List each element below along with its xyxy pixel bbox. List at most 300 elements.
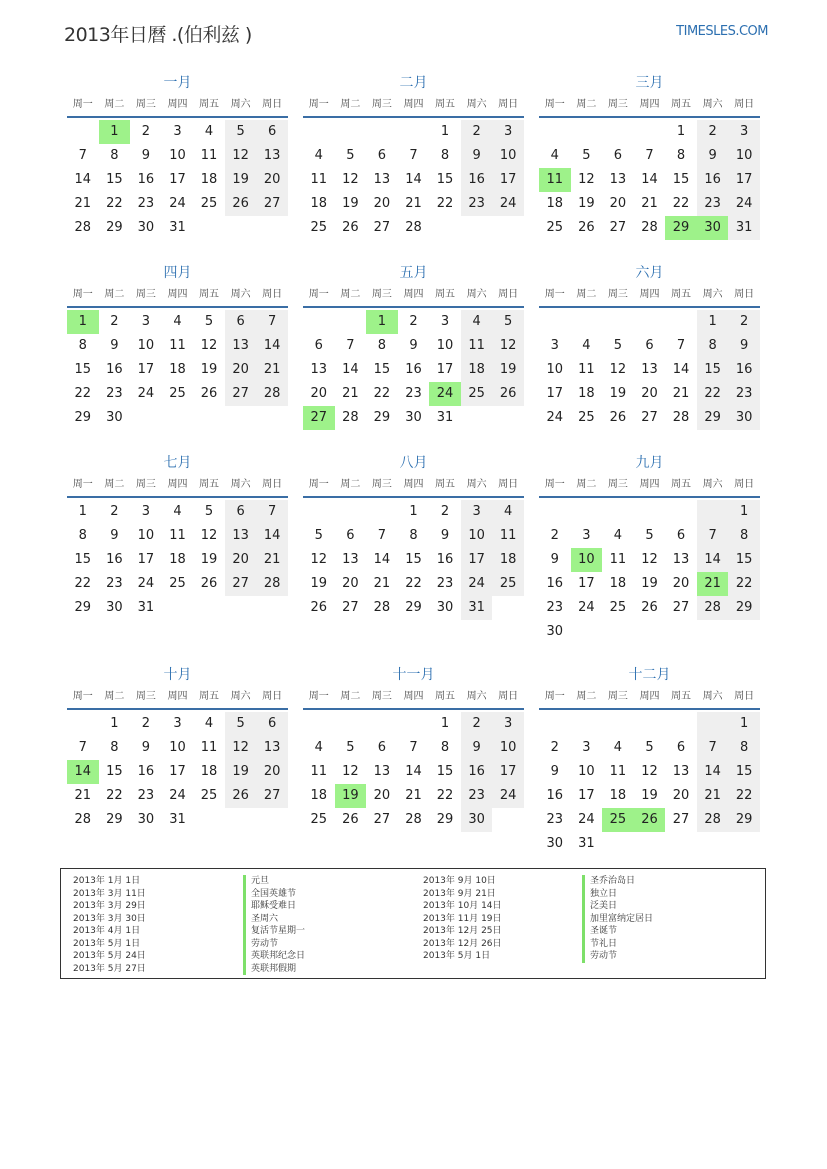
weekday-label: 周六: [702, 691, 723, 702]
holiday-name: 英联邦纪念日: [243, 950, 305, 963]
holiday-names-left: [243, 875, 305, 975]
day-cell: 13: [672, 764, 690, 779]
day-cell: 2: [110, 504, 119, 519]
day-cell: 25: [609, 600, 627, 615]
day-cell: 14: [74, 172, 92, 187]
weekday-label: 周一: [308, 691, 329, 702]
day-cell: 20: [609, 196, 627, 211]
empty-day-cell: [539, 500, 571, 524]
day-cell: 15: [405, 552, 422, 567]
weekday-label: 周三: [371, 99, 392, 110]
day-cell: 12: [492, 334, 524, 358]
day-cell: 11: [609, 552, 627, 567]
day-cell: 16: [137, 764, 155, 779]
day-cell: 14: [697, 548, 729, 572]
day-cell: 19: [225, 168, 257, 192]
day-cell: 13: [609, 172, 627, 187]
day-cell: 30: [137, 812, 155, 827]
weekday-header: [303, 94, 524, 118]
day-cell: 29: [106, 812, 123, 827]
day-cell: 6: [314, 338, 323, 353]
day-cell: 28: [697, 596, 729, 620]
day-cell: 23: [461, 784, 493, 808]
day-cell: 21: [697, 784, 729, 808]
month-name: 七月: [163, 455, 192, 471]
weekday-label: 周四: [403, 99, 424, 110]
day-cell: 22: [405, 576, 422, 591]
weekday-label: 周三: [607, 99, 628, 110]
weekday-label: 周四: [403, 691, 424, 702]
day-cell: 10: [571, 548, 603, 572]
holiday-name: 劳动节: [243, 938, 305, 951]
empty-day-cell: [602, 120, 634, 144]
weekday-label: 周二: [104, 289, 125, 300]
day-cell: 2: [141, 124, 151, 139]
day-cell: 24: [492, 192, 524, 216]
weekday-header: [539, 94, 760, 118]
day-cell: 10: [546, 362, 564, 377]
holiday-date: 2013年 10月 14日: [423, 901, 502, 911]
weekday-label: 周一: [544, 479, 565, 490]
day-cell: 26: [225, 784, 257, 808]
day-cell: 4: [613, 740, 623, 755]
day-cell: 2: [440, 504, 450, 519]
holiday-name: 独立日: [582, 888, 653, 901]
holiday-date: 2013年 1月 1日: [73, 876, 141, 886]
day-cell: 29: [665, 216, 697, 240]
weekday-label: 周五: [435, 691, 456, 702]
weekday-header: [67, 474, 288, 498]
weekday-label: 周日: [262, 691, 283, 702]
weekday-header: [539, 474, 760, 498]
day-cell: 12: [225, 144, 257, 168]
weekday-label: 周五: [199, 691, 220, 702]
day-cell: 2: [461, 120, 493, 144]
month-name: 十月: [163, 667, 192, 683]
day-cell: 19: [335, 784, 367, 808]
weekday-label: 周日: [262, 289, 283, 300]
day-cell: 5: [346, 740, 355, 755]
weekday-label: 周二: [576, 289, 597, 300]
day-cell: 2: [728, 310, 760, 334]
month-block: [67, 452, 288, 642]
day-cell: 29: [373, 410, 391, 425]
day-cell: 26: [641, 600, 658, 615]
year-calendar: [67, 72, 760, 876]
day-grid: [539, 310, 760, 430]
month-block: [539, 262, 760, 452]
day-cell: 10: [578, 764, 595, 779]
day-cell: 1: [728, 712, 760, 736]
month-name: 六月: [635, 265, 664, 281]
weekday-header: [539, 284, 760, 308]
day-cell: 1: [697, 310, 729, 334]
holiday-name: 全国英雄节: [243, 888, 305, 901]
day-cell: 12: [641, 552, 658, 567]
month-block: [67, 262, 288, 452]
day-cell: 18: [310, 196, 328, 211]
holiday-date: 2013年 12月 26日: [423, 938, 502, 949]
day-cell: 26: [310, 600, 328, 615]
day-cell: 16: [546, 788, 564, 803]
day-cell: 13: [672, 552, 690, 567]
day-cell: 10: [728, 144, 760, 168]
day-cell: 24: [492, 784, 524, 808]
day-cell: 25: [546, 220, 564, 235]
brand-logo-text[interactable]: TIMESLES.COM: [676, 24, 768, 39]
holiday-dates-right: [423, 875, 502, 963]
day-cell: 19: [641, 788, 658, 803]
day-cell: 8: [676, 148, 686, 163]
day-cell: 1: [110, 716, 119, 731]
day-cell: 15: [74, 362, 92, 377]
holiday-date: 2013年 5月 27日: [73, 963, 146, 974]
day-cell: 2: [141, 716, 151, 731]
day-cell: 31: [169, 220, 186, 235]
day-cell: 9: [141, 148, 151, 163]
day-cell: 10: [492, 736, 524, 760]
day-cell: 30: [546, 624, 564, 639]
day-cell: 28: [405, 812, 422, 827]
day-cell: 24: [461, 572, 493, 596]
month-block: [539, 664, 760, 876]
day-cell: 24: [728, 192, 760, 216]
weekday-label: 周四: [639, 289, 660, 300]
month-name: 十一月: [392, 667, 435, 683]
day-cell: 15: [436, 172, 454, 187]
holiday-date: 2013年 5月 24日: [73, 951, 146, 961]
day-cell: 22: [728, 784, 760, 808]
day-grid: [67, 310, 288, 430]
day-cell: 27: [256, 784, 288, 808]
day-cell: 8: [409, 528, 418, 543]
day-cell: 11: [169, 528, 186, 543]
day-cell: 4: [582, 338, 591, 353]
day-cell: 4: [492, 500, 524, 524]
weekday-label: 周一: [544, 99, 565, 110]
empty-day-cell: [539, 712, 571, 736]
holiday-date: 2013年 3月 30日: [73, 913, 146, 924]
day-cell: 6: [645, 338, 654, 353]
day-cell: 11: [310, 764, 328, 779]
day-cell: 6: [676, 528, 686, 543]
day-cell: 19: [200, 552, 218, 567]
day-cell: 3: [492, 120, 524, 144]
day-cell: 8: [728, 524, 760, 548]
weekday-label: 周六: [466, 289, 487, 300]
day-cell: 18: [200, 172, 218, 187]
day-cell: 15: [436, 764, 454, 779]
day-cell: 6: [377, 740, 387, 755]
day-cell: 29: [106, 220, 123, 235]
holiday-names-right: [582, 875, 653, 963]
empty-day-cell: [571, 120, 603, 144]
day-grid: [303, 310, 524, 430]
day-cell: 8: [377, 338, 387, 353]
day-cell: 17: [436, 362, 454, 377]
weekday-label: 周六: [466, 479, 487, 490]
weekday-label: 周六: [466, 99, 487, 110]
day-cell: 13: [225, 524, 257, 548]
day-cell: 12: [641, 764, 658, 779]
empty-day-cell: [366, 120, 398, 144]
day-cell: 4: [314, 740, 323, 755]
weekday-label: 周日: [498, 99, 519, 110]
day-cell: 22: [697, 382, 729, 406]
day-cell: 27: [225, 572, 257, 596]
weekday-label: 周四: [403, 289, 424, 300]
day-cell: 17: [492, 168, 524, 192]
holiday-list: [60, 868, 766, 979]
month-block: [303, 452, 524, 642]
day-cell: 6: [225, 500, 257, 524]
day-cell: 30: [106, 410, 123, 425]
day-cell: 6: [613, 148, 623, 163]
day-cell: 17: [578, 576, 595, 591]
day-cell: 25: [200, 196, 218, 211]
day-grid: [539, 712, 760, 856]
weekday-label: 周四: [167, 289, 188, 300]
weekday-label: 周三: [371, 691, 392, 702]
day-cell: 15: [728, 760, 760, 784]
day-cell: 7: [697, 524, 729, 548]
day-cell: 23: [106, 576, 123, 591]
weekday-label: 周三: [135, 289, 156, 300]
day-cell: 20: [641, 386, 658, 401]
day-cell: 27: [609, 220, 627, 235]
day-cell: 12: [342, 764, 359, 779]
holiday-name: 圣乔治岛日: [582, 875, 653, 888]
day-cell: 3: [550, 338, 559, 353]
day-cell: 9: [728, 334, 760, 358]
weekday-label: 周二: [340, 479, 361, 490]
day-cell: 17: [728, 168, 760, 192]
month-block: [303, 72, 524, 262]
day-cell: 18: [310, 788, 328, 803]
day-cell: 26: [492, 382, 524, 406]
weekday-label: 周六: [230, 99, 251, 110]
day-cell: 22: [436, 196, 454, 211]
day-cell: 19: [310, 576, 328, 591]
weekday-label: 周日: [734, 99, 755, 110]
day-cell: 30: [436, 600, 454, 615]
day-cell: 26: [342, 220, 359, 235]
day-cell: 10: [492, 144, 524, 168]
day-cell: 19: [641, 576, 658, 591]
day-cell: 10: [169, 740, 186, 755]
day-cell: 22: [106, 196, 123, 211]
day-cell: 29: [697, 406, 729, 430]
day-cell: 5: [613, 338, 623, 353]
day-cell: 3: [141, 504, 151, 519]
empty-day-cell: [634, 120, 666, 144]
day-cell: 10: [137, 338, 155, 353]
day-cell: 23: [697, 192, 729, 216]
day-cell: 4: [550, 148, 559, 163]
weekday-label: 周一: [72, 479, 93, 490]
day-cell: 18: [169, 552, 186, 567]
day-cell: 1: [366, 310, 398, 334]
day-cell: 30: [405, 410, 422, 425]
weekday-header: [303, 474, 524, 498]
empty-day-cell: [602, 712, 634, 736]
weekday-label: 周二: [340, 289, 361, 300]
holiday-name: 英联邦假期: [243, 963, 305, 976]
day-cell: 14: [641, 172, 658, 187]
day-cell: 22: [106, 788, 123, 803]
day-cell: 6: [225, 310, 257, 334]
weekday-label: 周一: [308, 289, 329, 300]
day-cell: 31: [169, 812, 186, 827]
weekday-label: 周四: [167, 691, 188, 702]
day-cell: 11: [200, 740, 218, 755]
day-cell: 22: [728, 572, 760, 596]
day-cell: 26: [578, 220, 595, 235]
day-cell: 3: [582, 740, 591, 755]
day-cell: 16: [405, 362, 422, 377]
day-cell: 8: [110, 148, 119, 163]
day-cell: 11: [578, 362, 595, 377]
day-cell: 24: [169, 788, 186, 803]
day-cell: 3: [461, 500, 493, 524]
holiday-dates-left: [73, 875, 146, 975]
day-cell: 26: [609, 410, 627, 425]
holiday-name: 圣周六: [243, 913, 305, 926]
empty-day-cell: [571, 310, 603, 334]
weekday-header: [539, 686, 760, 710]
day-cell: 2: [550, 740, 559, 755]
day-cell: 2: [550, 528, 559, 543]
day-cell: 5: [225, 712, 257, 736]
day-cell: 19: [609, 386, 627, 401]
day-cell: 11: [169, 338, 186, 353]
day-cell: 9: [110, 528, 119, 543]
day-cell: 7: [78, 148, 87, 163]
day-cell: 19: [578, 196, 595, 211]
day-cell: 1: [67, 310, 99, 334]
day-cell: 28: [74, 220, 92, 235]
day-cell: 22: [74, 576, 92, 591]
holiday-name: 耶稣受难日: [243, 900, 305, 913]
day-cell: 23: [436, 576, 454, 591]
day-cell: 28: [74, 812, 92, 827]
holiday-name: 加里富纳定居日: [582, 913, 653, 926]
day-cell: 7: [256, 310, 288, 334]
day-cell: 5: [204, 314, 214, 329]
day-cell: 21: [405, 788, 422, 803]
weekday-label: 周日: [734, 691, 755, 702]
weekday-header: [67, 284, 288, 308]
day-cell: 13: [373, 172, 391, 187]
day-cell: 3: [440, 314, 450, 329]
weekday-label: 周五: [671, 479, 692, 490]
day-cell: 23: [546, 600, 564, 615]
day-cell: 29: [74, 600, 92, 615]
weekday-label: 周三: [607, 289, 628, 300]
day-cell: 6: [377, 148, 387, 163]
empty-day-cell: [335, 500, 367, 524]
weekday-label: 周二: [576, 99, 597, 110]
day-grid: [539, 120, 760, 240]
day-cell: 31: [728, 216, 760, 240]
holiday-name: 劳动节: [582, 950, 653, 963]
holiday-date: 2013年 5月 1日: [423, 951, 491, 961]
day-cell: 4: [173, 504, 182, 519]
month-block: [303, 262, 524, 452]
weekday-label: 周四: [167, 99, 188, 110]
weekday-label: 周日: [734, 479, 755, 490]
month-block: [67, 664, 288, 854]
day-cell: 14: [342, 362, 359, 377]
day-cell: 10: [137, 528, 155, 543]
day-cell: 21: [405, 196, 422, 211]
day-cell: 1: [676, 124, 686, 139]
day-cell: 24: [578, 600, 595, 615]
weekday-label: 周二: [104, 99, 125, 110]
empty-day-cell: [67, 120, 99, 144]
weekday-label: 周五: [199, 479, 220, 490]
weekday-header: [303, 284, 524, 308]
day-cell: 21: [256, 358, 288, 382]
day-cell: 3: [173, 124, 182, 139]
day-cell: 4: [204, 124, 214, 139]
day-grid: [67, 712, 288, 832]
day-cell: 21: [373, 576, 391, 591]
day-cell: 4: [461, 310, 493, 334]
empty-day-cell: [634, 712, 666, 736]
empty-day-cell: [634, 500, 666, 524]
day-cell: 16: [461, 168, 493, 192]
day-cell: 29: [405, 600, 422, 615]
day-cell: 16: [728, 358, 760, 382]
weekday-label: 周一: [544, 691, 565, 702]
day-cell: 21: [74, 788, 92, 803]
day-grid: [303, 712, 524, 832]
weekday-label: 周五: [671, 691, 692, 702]
day-cell: 27: [641, 410, 658, 425]
weekday-label: 周三: [371, 289, 392, 300]
day-cell: 10: [461, 524, 493, 548]
day-cell: 14: [256, 334, 288, 358]
empty-day-cell: [303, 120, 335, 144]
day-cell: 8: [78, 338, 87, 353]
day-cell: 9: [141, 740, 151, 755]
weekday-label: 周二: [340, 99, 361, 110]
day-cell: 17: [546, 386, 564, 401]
day-cell: 14: [672, 362, 690, 377]
weekday-label: 周四: [639, 691, 660, 702]
day-cell: 28: [256, 382, 288, 406]
weekday-label: 周二: [576, 479, 597, 490]
page-title: 2013年日曆 .(伯利兹 ): [64, 24, 252, 46]
holiday-name: 圣诞节: [582, 925, 653, 938]
empty-day-cell: [602, 500, 634, 524]
day-cell: 21: [342, 386, 359, 401]
day-cell: 25: [310, 812, 328, 827]
day-cell: 22: [373, 386, 391, 401]
day-cell: 20: [225, 548, 257, 572]
day-cell: 24: [429, 382, 461, 406]
day-cell: 24: [137, 576, 155, 591]
day-cell: 9: [697, 144, 729, 168]
day-cell: 20: [342, 576, 359, 591]
day-cell: 27: [225, 382, 257, 406]
day-cell: 1: [99, 120, 131, 144]
day-cell: 23: [137, 788, 155, 803]
day-cell: 13: [256, 144, 288, 168]
day-cell: 18: [609, 576, 627, 591]
month-name: 八月: [399, 455, 428, 471]
